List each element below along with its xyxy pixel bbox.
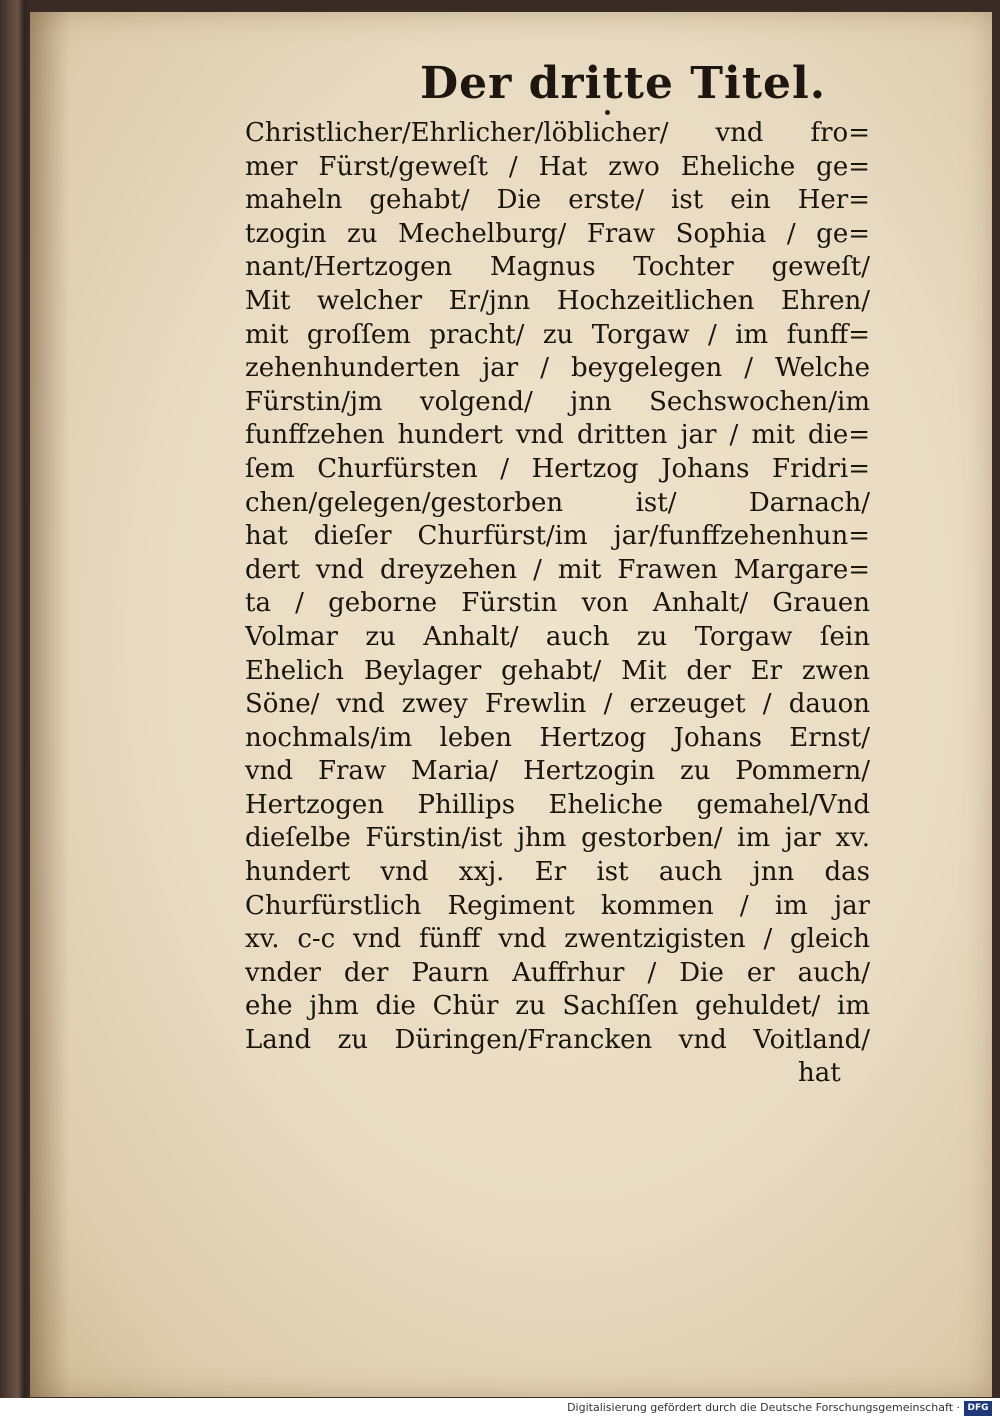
text-line: zehenhunderten jar / beygelegen / Welche — [245, 353, 870, 384]
text-line: Fürstin/jm volgend/ jnn Sechswochen/im — [245, 386, 870, 417]
text-line: dert vnd dreyzehen / mit Frawen Margare= — [245, 554, 870, 585]
text-line: Söne/ vnd zwey Frewlin / erzeuget / dauon — [245, 689, 870, 720]
text-line: hat dieſer Churfürst/im jar/funffzehenhun= — [245, 521, 870, 552]
dfg-logo: DFG — [964, 1401, 992, 1416]
text-line: nant/Hertzogen Magnus Tochter geweſt/ — [245, 252, 870, 283]
text-line: nochmals/im leben Hertzog Johans Ernst/ — [245, 722, 870, 753]
text-line: Churfürstlich Regiment kommen / im jar — [245, 890, 870, 921]
text-line: ta / geborne Fürstin von Anhalt/ Grauen — [245, 588, 870, 619]
text-line: mit groſſem pracht/ zu Torgaw / im funff= — [245, 319, 870, 350]
text-line: ehe jhm die Chür zu Sachſſen gehuldet/ im — [245, 991, 870, 1022]
text-line: Volmar zu Anhalt/ auch zu Torgaw ſein — [245, 621, 870, 652]
page-title: Der dritte Titel. — [420, 58, 827, 109]
body-text — [245, 117, 870, 1058]
text-line: ſem Churfürsten / Hertzog Johans Fridri= — [245, 453, 870, 484]
text-line: Hertzogen Phillips Eheliche gemahel/Vnd — [245, 789, 870, 820]
book-page — [30, 12, 992, 1397]
text-line: chen/gelegen/gestorben ist/ Darnach/ — [245, 487, 870, 518]
text-line: Mit welcher Er/jnn Hochzeitlichen Ehren/ — [245, 285, 870, 316]
ink-dot — [605, 110, 610, 115]
text-line: Christlicher/Ehrlicher/löblicher/ vnd fro= — [245, 118, 870, 148]
text-line: mer Fürst/geweſt / Hat zwo Eheliche ge= — [245, 151, 870, 182]
text-line: funffzehen hundert vnd dritten jar / mit die= — [245, 420, 870, 451]
text-line: xv. c-c vnd fünff vnd zwentzigisten / gleich — [245, 924, 870, 955]
footer-credit: Digitalisierung gefördert durch die Deutsche Forschungsgemeinschaft · — [567, 1401, 960, 1414]
text-line: Land zu Düringen/Francken vnd Voitland/ — [245, 1025, 870, 1056]
text-line: vnd Fraw Maria/ Hertzogin zu Pommern/ — [245, 756, 870, 787]
catchword: hat — [798, 1058, 841, 1088]
text-line: Ehelich Beylager gehabt/ Mit der Er zwen — [245, 655, 870, 686]
text-line: dieſelbe Fürstin/ist jhm gestorben/ im jar xv. — [245, 823, 870, 854]
text-line: hundert vnd xxj. Er ist auch jnn das — [245, 857, 870, 888]
digitization-footer — [0, 1398, 1000, 1420]
text-line: vnder der Paurn Auffrhur / Die er auch/ — [245, 957, 870, 988]
text-line: maheln gehabt/ Die erste/ ist ein Her= — [245, 185, 870, 216]
text-line: tzogin zu Mechelburg/ Fraw Sophia / ge= — [245, 218, 870, 249]
